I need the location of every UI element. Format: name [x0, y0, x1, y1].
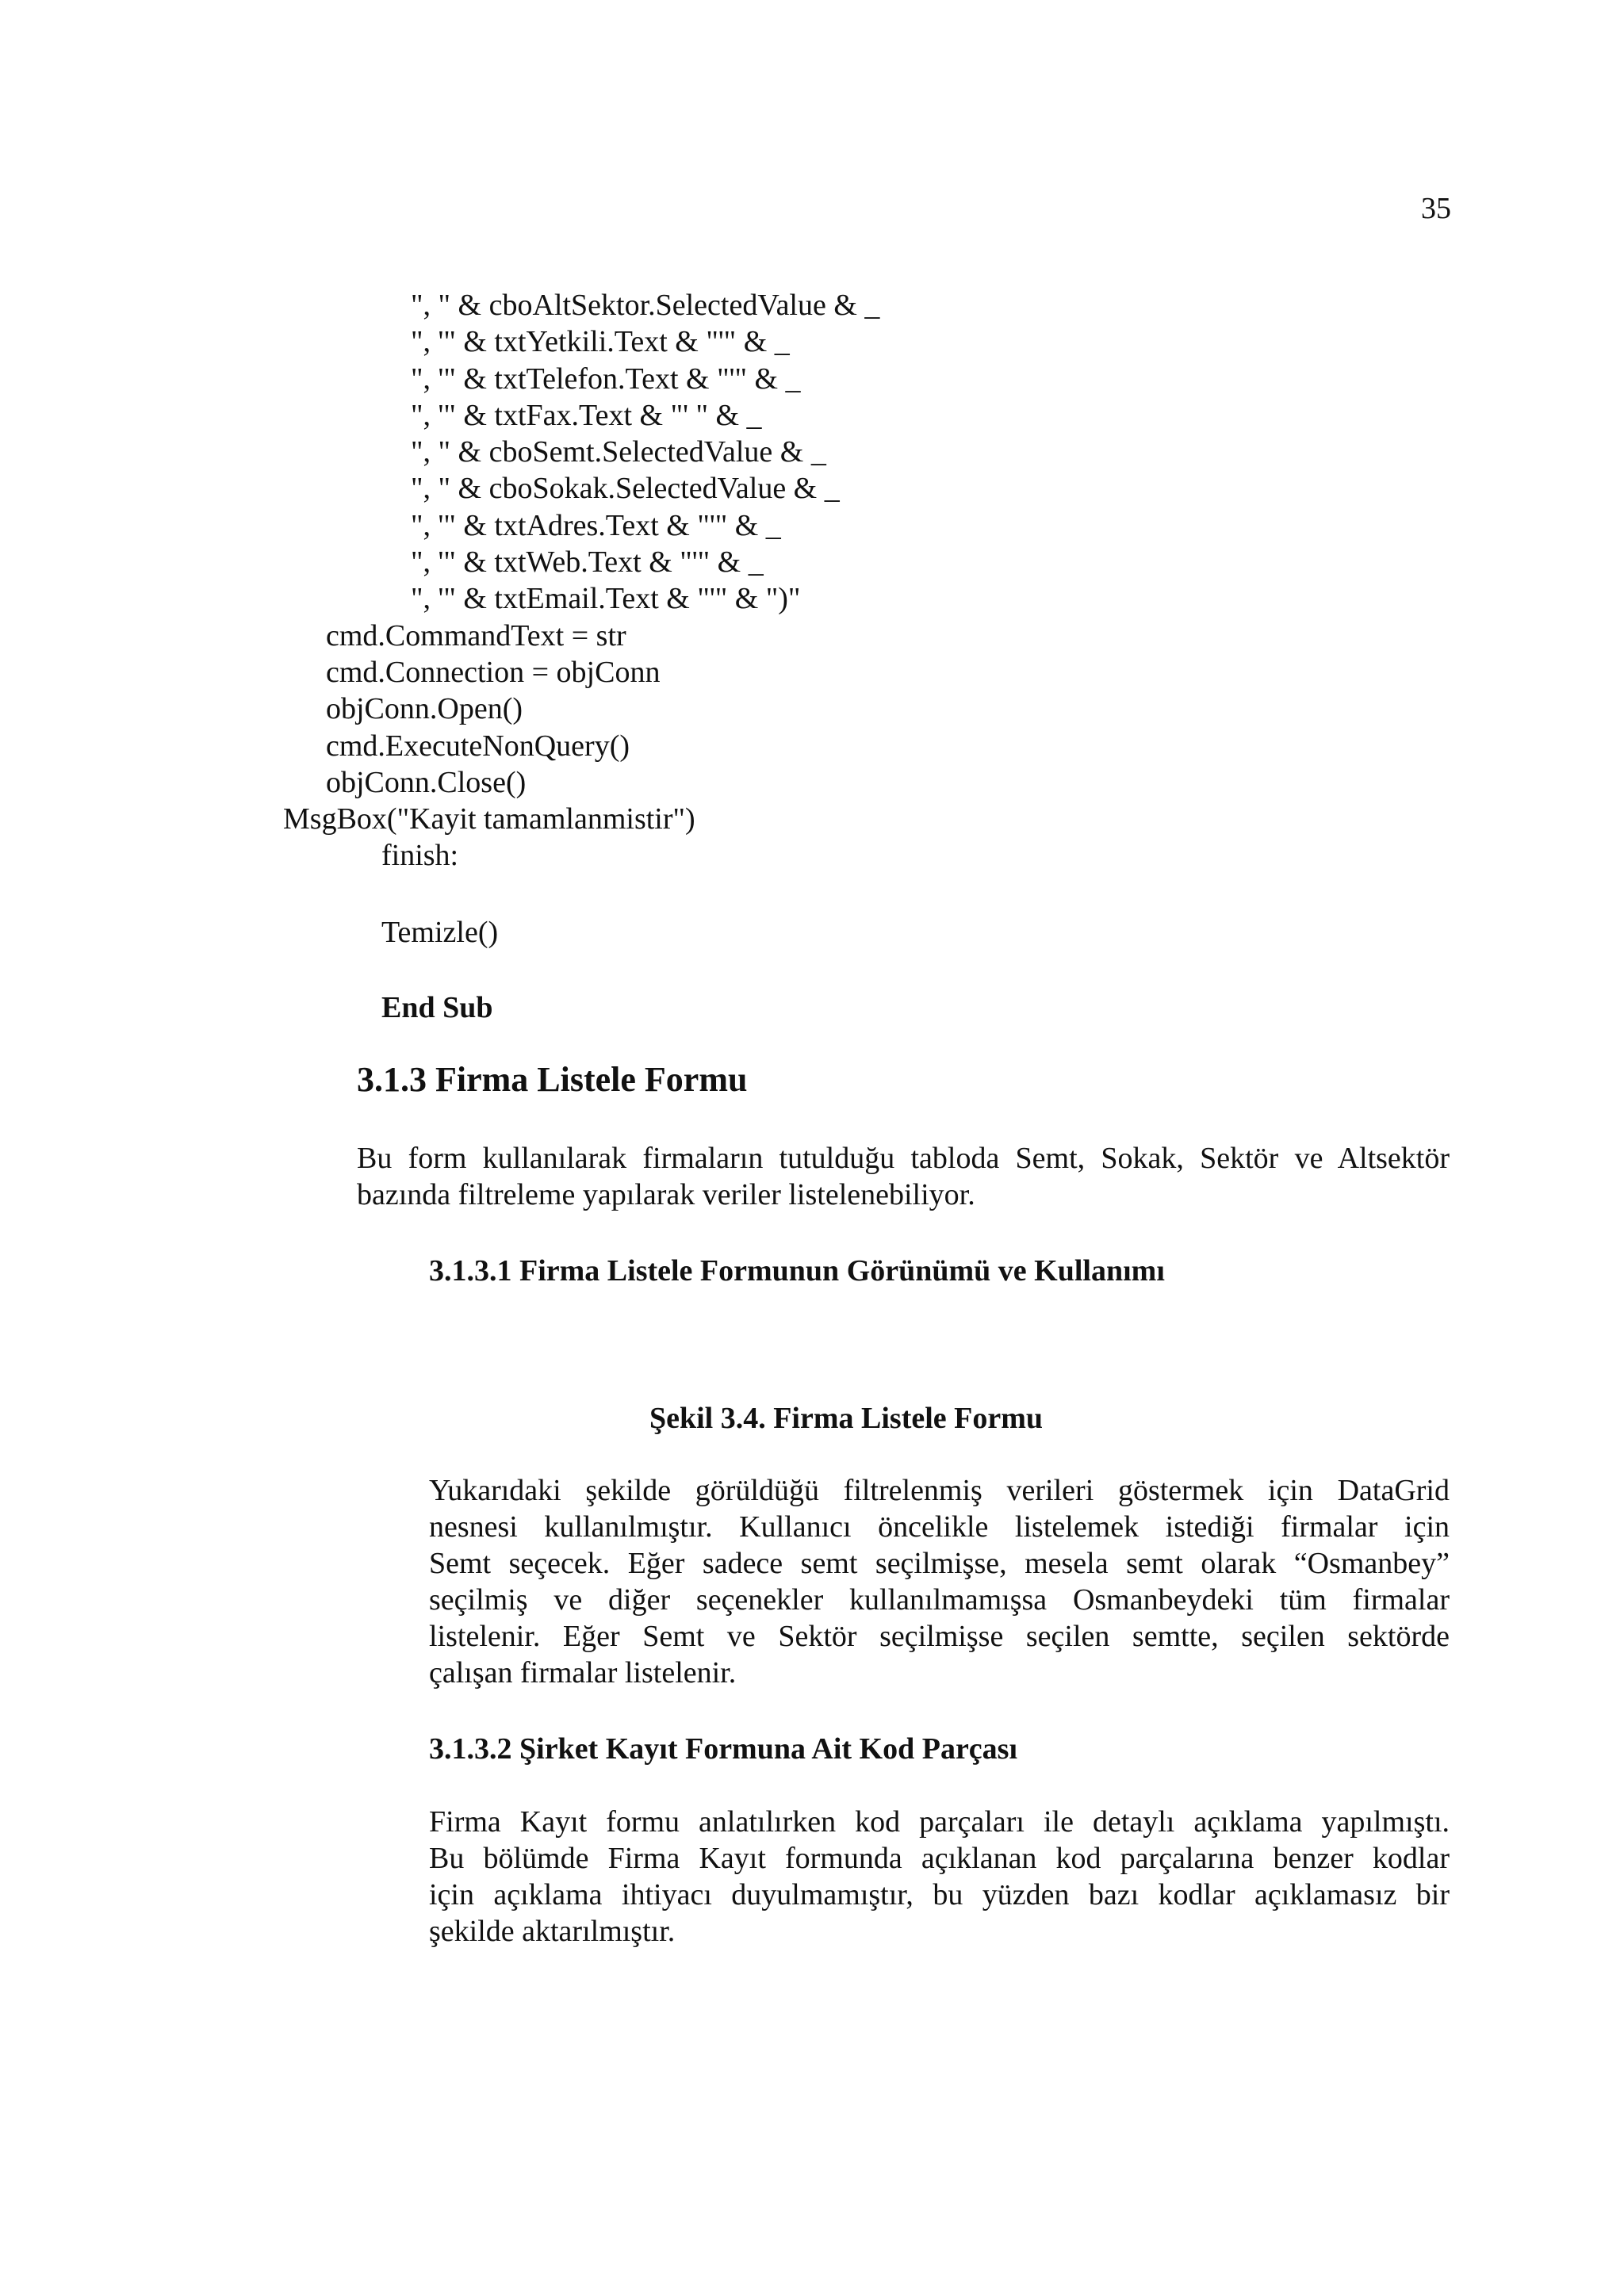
paragraph-line: nesnesi kullanılmıştır. Kullanıcı öncelikle listelemek istediği firmalar için — [429, 1510, 1450, 1544]
code-line-finish-label: finish: — [381, 839, 459, 873]
paragraph-line: Yukarıdaki şekilde görüldüğü filtrelenmiş verileri göstermek için DataGrid — [429, 1474, 1450, 1507]
paragraph-line: Bu bölümde Firma Kayıt formunda açıklanan kod parçalarına benzer kodlar — [429, 1842, 1450, 1875]
paragraph-line: Firma Kayıt formu anlatılırken kod parçaları ile detaylı açıklama yapılmıştı. — [429, 1805, 1450, 1839]
body-paragraph-1 — [429, 1472, 1450, 1691]
paragraph-line: için açıklama ihtiyacı duyulmamıştır, bu yüzden bazı kodlar açıklamasız bir — [429, 1878, 1450, 1911]
paragraph-line: seçilmiş ve diğer seçenekler kullanılmamışsa Osmanbeydeki tüm firmalar — [429, 1583, 1450, 1617]
subsection-heading-2: 3.1.3.2 Şirket Kayıt Formuna Ait Kod Parçası — [429, 1732, 1018, 1766]
code-line-temizle: Temizle() — [381, 916, 499, 949]
section-heading: 3.1.3 Firma Listele Formu — [357, 1060, 748, 1099]
code-line: ", '" & txtEmail.Text & "'" & ")" — [411, 582, 801, 616]
figure-caption: Şekil 3.4. Firma Listele Formu — [649, 1402, 1044, 1435]
code-line: ", '" & txtWeb.Text & "'" & _ — [411, 545, 764, 580]
code-line: ", " & cboAltSektor.SelectedValue & _ — [411, 289, 880, 322]
code-line: objConn.Open() — [326, 692, 523, 726]
intro-paragraph — [357, 1140, 1450, 1213]
page-number: 35 — [1421, 192, 1451, 225]
code-line: objConn.Close() — [326, 765, 527, 799]
paragraph-line: bazında filtreleme yapılarak veriler listelenebiliyor. — [357, 1178, 975, 1211]
paragraph-line: Bu form kullanılarak firmaların tutulduğu tabloda Semt, Sokak, Sektör ve Altsektör — [357, 1142, 1450, 1175]
paragraph-line: Semt seçecek. Eğer sadece semt seçilmişse, mesela semt olarak “Osmanbey” — [429, 1547, 1450, 1580]
code-line: ", '" & txtFax.Text & "' " & _ — [411, 398, 762, 432]
subsection-heading-1: 3.1.3.1 Firma Listele Formunun Görünümü ve Kullanımı — [429, 1254, 1165, 1288]
code-line: ", '" & txtAdres.Text & "'" & _ — [411, 508, 781, 542]
code-line: cmd.CommandText = str — [326, 618, 626, 652]
code-listing — [0, 287, 1348, 874]
body-paragraph-2 — [429, 1804, 1450, 1950]
code-line: ", '" & txtYetkili.Text & "'" & _ — [411, 325, 790, 359]
paragraph-line: şekilde aktarılmıştır. — [429, 1915, 676, 1948]
paragraph-line: listelenir. Eğer Semt ve Sektör seçilmişse seçilen semtte, seçilen sektörde — [429, 1620, 1450, 1653]
code-line: ", '" & txtTelefon.Text & "'" & _ — [411, 362, 801, 396]
paragraph-line: çalışan firmalar listelenir. — [429, 1656, 737, 1689]
code-line-end-sub: End Sub — [381, 991, 493, 1024]
code-line-msgbox: MsgBox("Kayit tamamlanmistir") — [283, 802, 695, 836]
code-line: cmd.ExecuteNonQuery() — [326, 729, 630, 763]
code-line: cmd.Connection = objConn — [326, 655, 661, 689]
code-line: ", " & cboSemt.SelectedValue & _ — [411, 435, 826, 469]
code-line: ", " & cboSokak.SelectedValue & _ — [411, 472, 840, 506]
